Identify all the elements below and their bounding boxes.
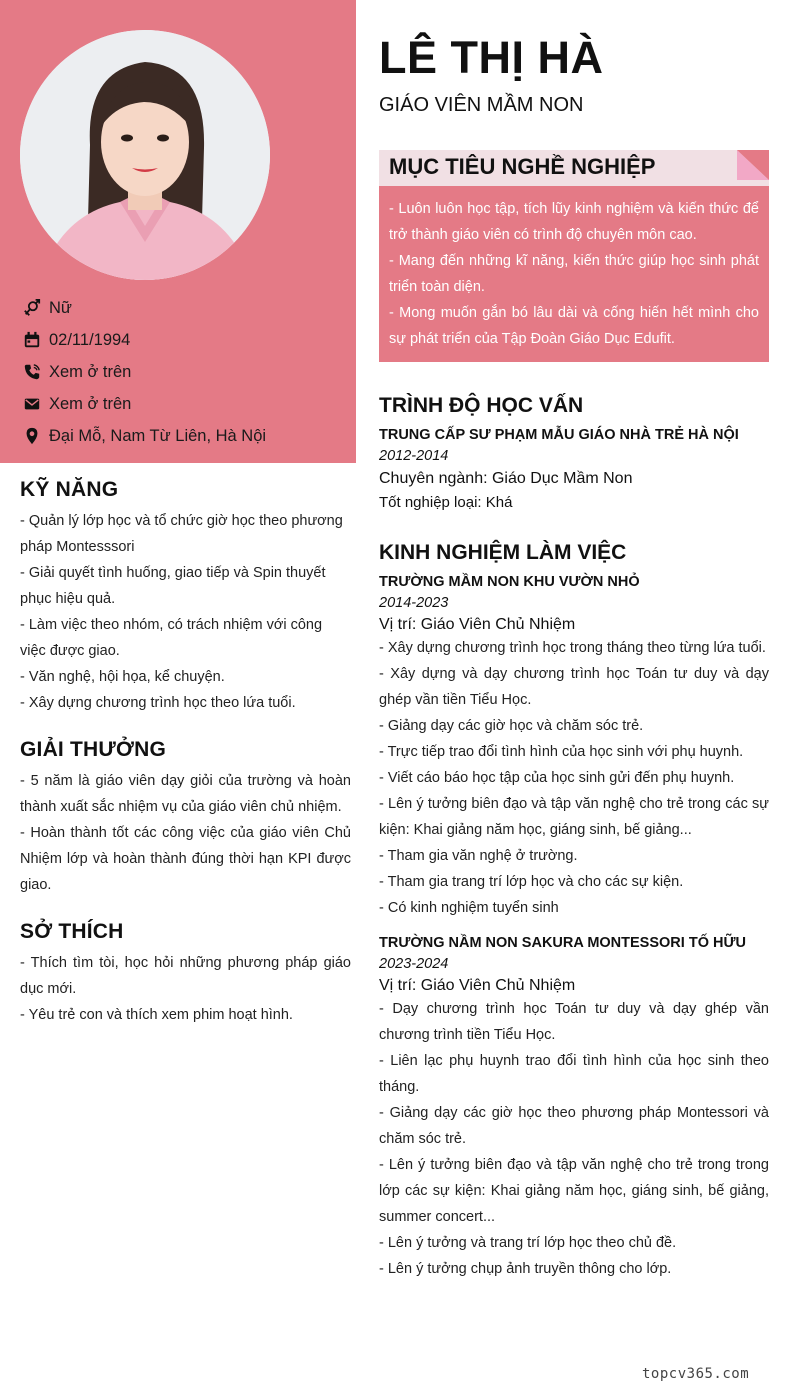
gender-icon <box>22 298 42 318</box>
dob-value: 02/11/1994 <box>49 330 131 349</box>
job-duty: - Xây dựng và dạy chương trình học Toán tư duy và dạy ghép vần tiền Tiểu Học. <box>379 666 769 708</box>
job-duty: - Lên ý tưởng và trang trí lớp học theo chủ đề. <box>379 1235 677 1251</box>
experience-title: KINH NGHIỆM LÀM VIỆC <box>379 541 627 564</box>
education-section <box>379 394 769 511</box>
job-position: Vị trí: Giáo Viên Chủ Nhiệm <box>379 977 576 994</box>
address-value: Đại Mỗ, Nam Từ Liên, Hà Nội <box>49 426 267 445</box>
candidate-name: LÊ THỊ HÀ <box>379 32 604 83</box>
job-org: TRƯỜNG NẦM NON SAKURA MONTESSORI TỐ HỮU <box>379 935 746 951</box>
skills-title: KỸ NĂNG <box>20 478 119 501</box>
job-duty: - Tham gia văn nghệ ở trường. <box>379 848 578 864</box>
location-icon <box>22 426 42 446</box>
education-period: 2012-2014 <box>379 448 449 464</box>
contact-address <box>22 420 342 452</box>
gender-value: Nữ <box>49 298 72 317</box>
contact-dob <box>22 324 342 356</box>
education-school: TRUNG CẤP SƯ PHẠM MẪU GIÁO NHÀ TRẺ HÀ NỘI <box>379 427 739 443</box>
avatar <box>20 30 270 280</box>
email-icon <box>22 394 42 414</box>
job-duty: - Trực tiếp trao đổi tình hình của học sinh với phụ huynh. <box>379 744 744 760</box>
job-period: 2014-2023 <box>379 595 449 611</box>
objective-body <box>379 186 769 362</box>
experience-section <box>379 541 769 1282</box>
job-duty: - Tham gia trang trí lớp học và cho các sự kiện. <box>379 874 684 890</box>
job-org: TRƯỜNG MẦM NON KHU VƯỜN NHỎ <box>379 574 640 590</box>
calendar-icon <box>22 330 42 350</box>
job-duty: - Lên ý tưởng biên đạo và tập văn nghệ cho trẻ trong trong lớp các sự kiện: Khai giảng năm học, giáng sinh, bế giảng, summer concert... <box>379 1157 769 1225</box>
avatar-photo <box>20 30 270 280</box>
job-duty: - Lên ý tưởng biên đạo và tập văn nghệ cho trẻ trong các sự kiện: Khai giảng năm học, giáng sinh, bế giảng... <box>379 796 769 838</box>
job-duty: - Giảng dạy các giờ học và chăm sóc trẻ. <box>379 718 644 734</box>
objective-header <box>379 150 769 186</box>
page-fold-icon <box>737 150 769 180</box>
phone-value[interactable]: Xem ở trên <box>49 362 132 381</box>
award-item: - Hoàn thành tốt các công việc của giáo viên Chủ Nhiệm lớp và hoàn thành đúng thời hạn KPI được giao. <box>20 825 351 893</box>
contact-gender <box>22 292 342 324</box>
skill-item: - Quản lý lớp học và tổ chức giờ học theo phương pháp Montesssori <box>20 513 343 555</box>
hobby-item: - Yêu trẻ con và thích xem phim hoạt hình. <box>20 1007 293 1023</box>
job-duty: - Dạy chương trình học Toán tư duy và dạy ghép vần chương trình tiền Tiểu Học. <box>379 1001 769 1043</box>
objective-title: MỤC TIÊU NGHỀ NGHIỆP <box>389 154 656 179</box>
email-value[interactable]: Xem ở trên <box>49 394 132 413</box>
job-duty: - Lên ý tưởng chụp ảnh truyền thông cho lớp. <box>379 1261 672 1277</box>
job-duty: - Xây dựng chương trình học trong tháng theo từng lứa tuổi. <box>379 640 766 656</box>
education-grade: Tốt nghiệp loại: Khá <box>379 494 513 511</box>
phone-icon <box>22 362 42 382</box>
job-entry <box>379 935 769 1282</box>
job-entry <box>379 574 769 921</box>
awards-section <box>20 738 351 898</box>
job-duty: - Có kinh nghiệm tuyển sinh <box>379 900 559 916</box>
contact-info <box>22 292 342 452</box>
job-position: Vị trí: Giáo Viên Chủ Nhiệm <box>379 616 576 633</box>
hobby-item: - Thích tìm tòi, học hỏi những phương pháp giáo dục mới. <box>20 955 351 997</box>
job-duty: - Viết cáo báo học tập của học sinh gửi đến phụ huynh. <box>379 770 735 786</box>
skill-item: - Xây dựng chương trình học theo lứa tuổi. <box>20 695 296 711</box>
skill-item: - Giải quyết tình huống, giao tiếp và Spin thuyết phục hiệu quả. <box>20 565 326 607</box>
contact-phone <box>22 356 342 388</box>
job-title: GIÁO VIÊN MẦM NON <box>379 94 584 116</box>
objective-item: - Luôn luôn học tập, tích lũy kinh nghiệm và kiến thức để trở thành giáo viên có trình độ chuyên môn cao. <box>389 201 759 243</box>
award-item: - 5 năm là giáo viên dạy giỏi của trường và hoàn thành xuất sắc nhiệm vụ của giáo viên chủ nhiệm. <box>20 773 351 815</box>
hobbies-section <box>20 920 351 1028</box>
watermark[interactable]: topcv365.com <box>642 1366 750 1382</box>
education-title: TRÌNH ĐỘ HỌC VẤN <box>379 394 584 417</box>
job-duty: - Giảng dạy các giờ học theo phương pháp Montessori và chăm sóc trẻ. <box>379 1105 769 1147</box>
skill-item: - Văn nghệ, hội họa, kể chuyện. <box>20 669 225 685</box>
education-major: Chuyên ngành: Giáo Dục Mầm Non <box>379 470 633 487</box>
objective-item: - Mang đến những kĩ năng, kiến thức giúp học sinh phát triển toàn diện. <box>389 253 759 295</box>
contact-email <box>22 388 342 420</box>
skill-item: - Làm việc theo nhóm, có trách nhiệm với công việc được giao. <box>20 617 323 659</box>
job-duty: - Liên lạc phụ huynh trao đổi tình hình của học sinh theo tháng. <box>379 1053 769 1095</box>
awards-title: GIẢI THƯỞNG <box>20 738 167 761</box>
hobbies-title: SỞ THÍCH <box>20 920 124 943</box>
skills-section <box>20 478 351 716</box>
profile-panel <box>0 0 356 463</box>
job-period: 2023-2024 <box>379 956 449 972</box>
objective-item: - Mong muốn gắn bó lâu dài và cống hiến hết mình cho sự phát triển của Tập Đoàn Giáo Dục Edufit. <box>389 305 759 347</box>
